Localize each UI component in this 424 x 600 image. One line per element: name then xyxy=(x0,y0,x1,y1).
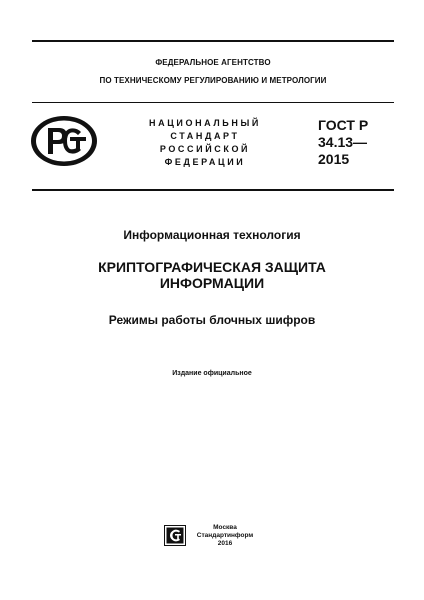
title-line-2: ИНФОРМАЦИИ xyxy=(159,275,265,291)
document-part-title: Режимы работы блочных шифров xyxy=(108,313,316,327)
national-line-3: РОССИЙСКОЙ xyxy=(159,144,251,154)
publisher-name: Стандартинформ xyxy=(196,532,254,539)
standartinform-logo-icon xyxy=(164,525,186,546)
edition-label: Издание официальное xyxy=(172,370,252,377)
rst-emblem-icon xyxy=(29,114,99,168)
document-subtitle: Информационная технология xyxy=(123,228,301,242)
national-line-4: ФЕДЕРАЦИИ xyxy=(164,157,246,167)
national-standard-label xyxy=(140,117,270,169)
gost-line-2: 34.13— xyxy=(318,134,368,150)
agency-line-1: ФЕДЕРАЛЬНОЕ АГЕНТСТВО xyxy=(155,58,271,67)
lower-rule xyxy=(32,189,394,191)
national-line-2: СТАНДАРТ xyxy=(170,131,240,141)
gost-line-1: ГОСТ Р xyxy=(318,117,369,133)
publication-year: 2016 xyxy=(217,540,233,547)
publisher-city: Москва xyxy=(213,524,237,531)
publisher-block xyxy=(190,524,260,548)
national-line-1: НАЦИОНАЛЬНЫЙ xyxy=(149,118,261,128)
middle-rule xyxy=(32,102,394,103)
gost-line-3: 2015 xyxy=(318,151,350,167)
document-title xyxy=(20,259,404,291)
title-line-1: КРИПТОГРАФИЧЕСКАЯ ЗАЩИТА xyxy=(98,259,326,275)
gost-number xyxy=(318,117,398,168)
top-rule xyxy=(32,40,394,42)
agency-line-2: ПО ТЕХНИЧЕСКОМУ РЕГУЛИРОВАНИЮ И МЕТРОЛОГИИ xyxy=(99,76,327,85)
